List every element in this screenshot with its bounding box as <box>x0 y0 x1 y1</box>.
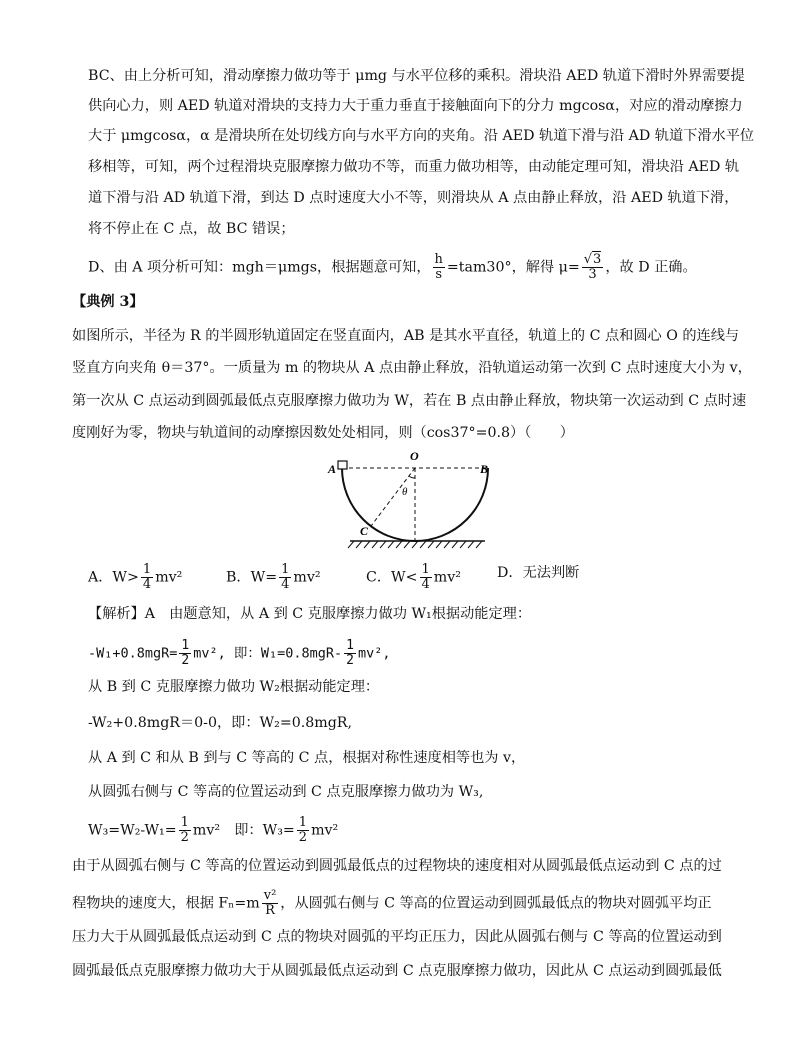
question-line: 度刚好为零，物块与轨道间的动摩擦因数处处相同，则（cos37°=0.8）（ ） <box>72 425 574 441</box>
question-line: 如图所示，半径为 R 的半圆形轨道固定在竖直面内，AB 是其水平直径，轨道上的 C 点和圆心 O 的连线与 <box>72 328 740 344</box>
ground-hatch <box>348 541 482 548</box>
solution-line: 从 B 到 C 克服摩擦力做功 W₂根据动能定理： <box>88 679 380 695</box>
question-line: 第一次从 C 点运动到圆弧最低点克服摩擦力做功为 W，若在 B 点由静止释放，物块第一次运动到 C 点时速 <box>72 393 747 409</box>
label-a: A <box>328 462 337 476</box>
text-line: 大于 μmgcosα，α 是滑块所在处切线方向与水平方向的夹角。沿 AED 轨道下滑与沿 AD 轨道下滑水平位 <box>88 128 755 144</box>
label-o: O <box>410 449 419 463</box>
solution-line: 【解析】A 由题意知，从 A 到 C 克服摩擦力做功 W₁根据动能定理： <box>88 606 532 622</box>
label-c: C <box>360 524 369 538</box>
option-a: A．W> $\frac{1}{4}$ mv² <box>88 562 183 592</box>
semicircle-track-figure <box>320 440 500 555</box>
question-line: 竖直方向夹角 θ＝37°。一质量为 m 的物块从 A 点由静止释放，沿轨道运动第一次到 C 点时速度大小为 v， <box>72 360 752 376</box>
solution-line: 从 A 到 C 和从 B 到与 C 等高的 C 点，根据对称性速度相等也为 v， <box>88 750 526 766</box>
text-line: 移相等，可知，两个过程滑块克服摩擦力做功不等，而重力做功相等，由动能定理可知，滑块沿 AED 轨 <box>88 159 740 175</box>
solution-line: 压力大于从圆弧最低点运动到 C 点的物块对圆弧的平均正压力，因此从圆弧右侧与 C 等高的位置运动到 <box>72 929 722 945</box>
label-b: B <box>480 462 489 476</box>
option-c: C．W< $\frac{1}{4}$ mv² <box>366 562 461 592</box>
solution-line: 由于从圆弧右侧与 C 等高的位置运动到圆弧最低点的过程物块的速度相对从圆弧最低点运动到 C 点的过 <box>72 858 722 874</box>
solution-line: -W₂+0.8mgR＝0-0，即：W₂=0.8mgR, <box>88 715 352 731</box>
solution-line: 从圆弧右侧与 C 等高的位置运动到 C 点克服摩擦力做功为 W₃, <box>88 784 484 800</box>
text-line: BC、由上分析可知，滑动摩擦力做功等于 μmg 与水平位移的乘积。滑块沿 AED 轨道下滑时外界需要提 <box>88 68 745 84</box>
solution-equation: W₃=W₂-W₁= $\frac{1}{2}$ mv² 即：W₃= $\frac{1}{2}$ mv² <box>88 815 339 845</box>
option-d-analysis: D、由 A 项分析可知：mgh＝μmgs，根据题意可知， $\frac{h}{s}$ =tam30°，解得 μ= $\frac{√3}{3}$ ，故 D 正确。 <box>88 252 697 282</box>
angle-arc <box>409 476 415 478</box>
text-line: 供向心力，则 AED 轨道对滑块的支持力大于重力垂直于接触面向下的分力 mgcosα，对应的滑动摩擦力 <box>88 98 743 114</box>
label-theta: θ <box>402 486 408 498</box>
solution-line: 程物块的速度大，根据 Fₙ=m $\frac{\text{v²}}{R}$ ，从圆弧右侧与 C 等高的位置运动到圆弧最低点的物块对圆弧平均正 <box>72 888 712 918</box>
solution-equation: -W₁+0.8mgR= $\frac{1}{2}$ mv², 即：W₁=0.8mgR- $\frac{1}{2}$ mv², <box>88 638 391 668</box>
text-line: 将不停止在 C 点，故 BC 错误； <box>88 221 295 237</box>
text-line: 道下滑与沿 AD 轨道下滑，到达 D 点时速度大小不等，则滑块从 A 点由静止释放，沿 AED 轨道下滑， <box>88 190 739 206</box>
option-b: B．W= $\frac{1}{4}$ mv² <box>226 562 321 592</box>
option-d: D．无法判断 <box>497 565 580 581</box>
section-heading: 【典例 3】 <box>72 294 144 310</box>
solution-line: 圆弧最低点克服摩擦力做功大于从圆弧最低点运动到 C 点克服摩擦力做功，因此从 C 点运动到圆弧最低 <box>72 963 722 979</box>
block-icon <box>338 461 347 469</box>
radius-oc <box>371 468 415 526</box>
